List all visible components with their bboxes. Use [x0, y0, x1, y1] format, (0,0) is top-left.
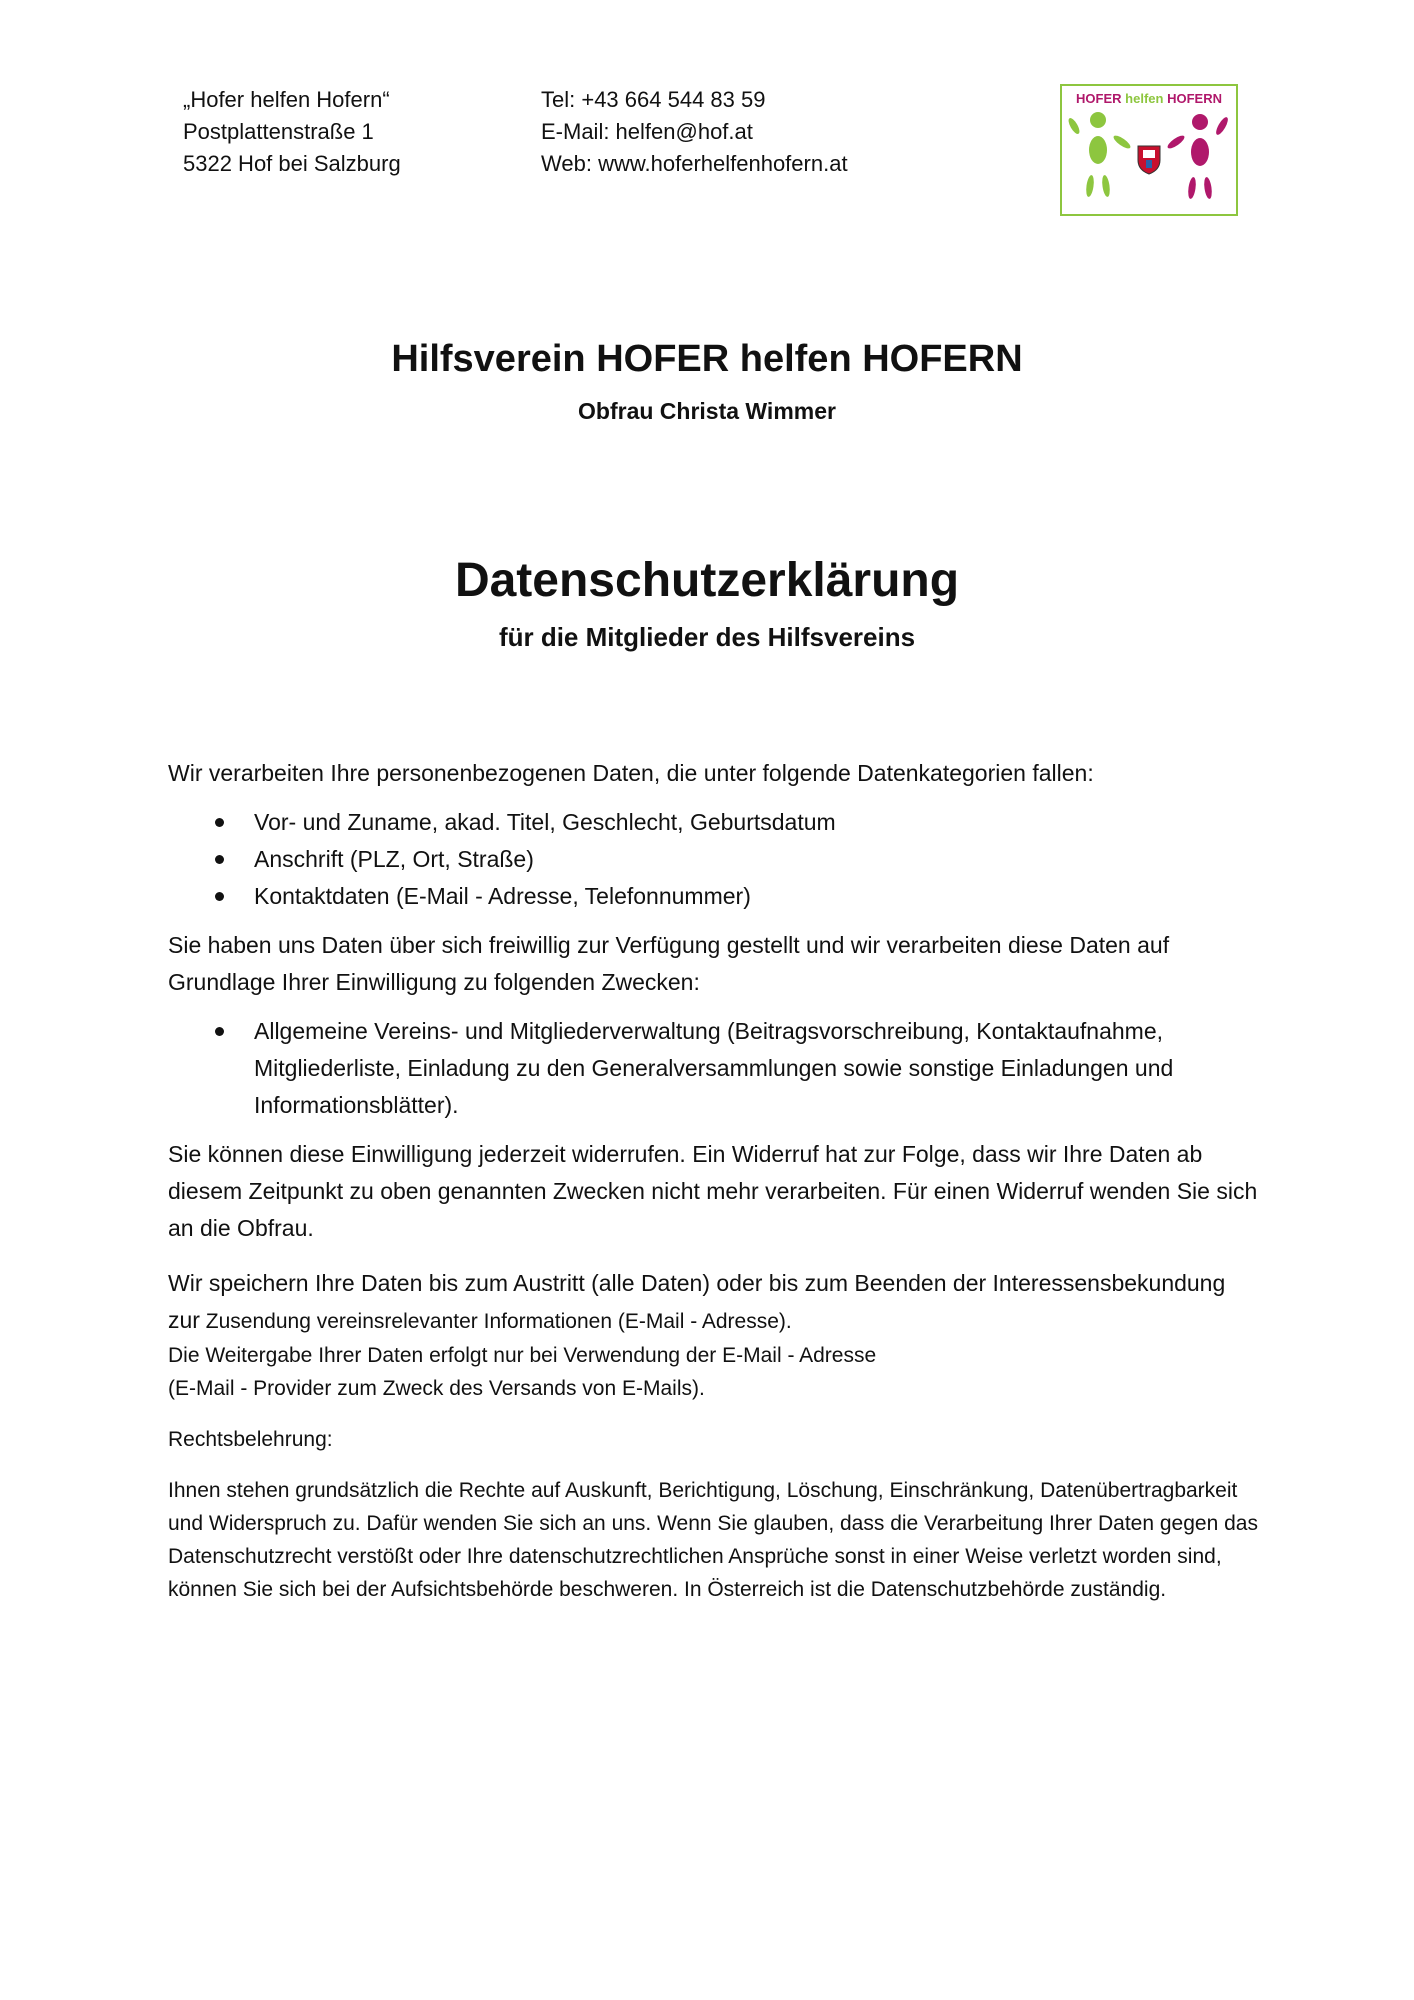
phone-line: Tel: +43 664 544 83 59 — [541, 87, 766, 112]
list-item: Kontaktdaten (E-Mail - Adresse, Telefonnummer) — [168, 878, 1258, 915]
organization-title: Hilfsverein HOFER helfen HOFERN — [391, 338, 1023, 380]
legal-paragraph: Ihnen stehen grundsätzlich die Rechte auf Auskunft, Berichtigung, Löschung, Einschränkung, Datenübertragbarkeit und Widerspruch zu. Dafür wenden Sie sich an uns. Wenn Sie glauben, dass die Verarbeitung Ihrer Daten gegen das Datenschutzrecht verstößt oder Ihre datenschutzrechtlichen Ansprüche sonst in einer Weise verletzt worden sind, können Sie sich bei der Aufsichtsbehörde beschweren. In Österreich ist die Datenschutzbehörde zuständig. — [168, 1479, 1258, 1601]
document-subtitle: für die Mitglieder des Hilfsvereins — [498, 622, 916, 652]
organization-chair: Obfrau Christa Wimmer — [578, 398, 836, 424]
purpose-list — [168, 1013, 1258, 1124]
logo-wordmark: HOFER helfen HOFERN — [1076, 91, 1222, 106]
address-line: „Hofer helfen Hofern“ — [183, 87, 390, 112]
sender-contact — [541, 84, 848, 180]
list-item: Anschrift (PLZ, Ort, Straße) — [168, 841, 1258, 878]
address-line: 5322 Hof bei Salzburg — [183, 151, 401, 176]
email-line: E-Mail: helfen@hof.at — [541, 119, 753, 144]
web-line: Web: www.hoferhelfenhofern.at — [541, 151, 848, 176]
document-title: Datenschutzerklärung — [454, 554, 960, 607]
legal-heading: Rechtsbelehrung: — [168, 1428, 333, 1451]
transfer-line: Die Weitergabe Ihrer Daten erfolgt nur bei Verwendung der E-Mail - Adresse — [168, 1344, 877, 1367]
organization-logo — [1060, 84, 1238, 216]
sender-address — [183, 84, 401, 180]
revocation-paragraph: Sie können diese Einwilligung jederzeit widerrufen. Ein Widerruf hat zur Folge, dass wir Ihre Daten ab diesem Zeitpunkt zu oben genannten Zwecken nicht mehr verarbeiten. Für einen Widerruf wenden Sie sich an die Obfrau. — [168, 1141, 1258, 1241]
list-item: Vor- und Zuname, akad. Titel, Geschlecht, Geburtsdatum — [168, 804, 1258, 841]
address-line: Postplattenstraße 1 — [183, 119, 374, 144]
bullet-icon — [215, 818, 224, 827]
storage-paragraph: Wir speichern Ihre Daten bis zum Austritt (alle Daten) oder bis zum Beenden der Interessensbekundung zur Zusendung vereinsrelevanter Informationen (E-Mail - Adresse). — [168, 1270, 1226, 1333]
document-body — [168, 755, 1258, 1606]
bullet-icon — [215, 892, 224, 901]
intro-paragraph: Wir verarbeiten Ihre personenbezogenen Daten, die unter folgende Datenkategorien fallen: — [168, 760, 1094, 786]
list-item: Allgemeine Vereins- und Mitgliederverwaltung (Beitragsvorschreibung, Kontaktaufnahme, Mitgliederliste, Einladung zu den Generalversammlungen sowie sonstige Einladungen und Informationsblätter). — [168, 1013, 1258, 1124]
helping-figures-icon — [1064, 110, 1234, 214]
bullet-icon — [215, 1027, 224, 1036]
data-category-list — [168, 804, 1258, 915]
bullet-icon — [215, 855, 224, 864]
purpose-paragraph: Sie haben uns Daten über sich freiwillig zur Verfügung gestellt und wir verarbeiten diese Daten auf Grundlage Ihrer Einwilligung zu folgenden Zwecken: — [168, 932, 1170, 995]
transfer-line: (E-Mail - Provider zum Zweck des Versands von E-Mails). — [168, 1377, 705, 1400]
